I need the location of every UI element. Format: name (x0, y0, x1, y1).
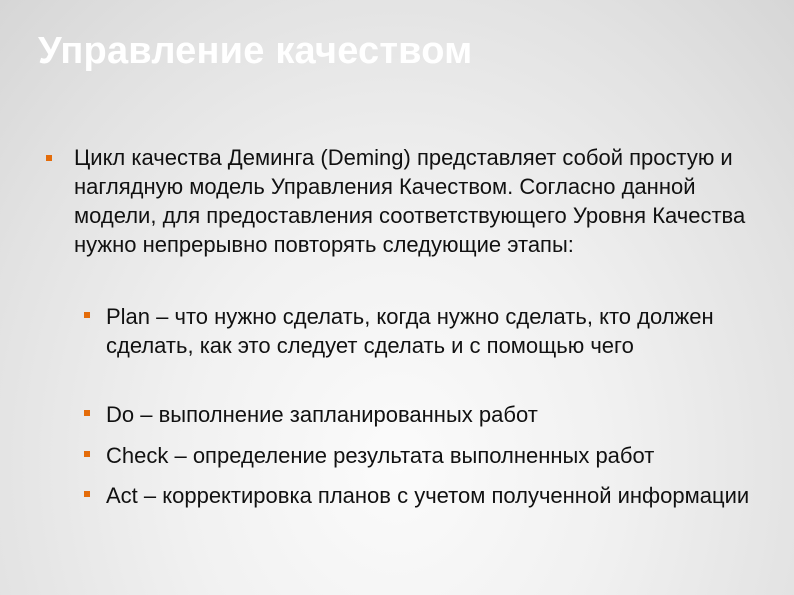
sub-bullet-do: Do – выполнение запланированных работ (106, 402, 538, 427)
sub-bullet-check: Check – определение результата выполненных работ (106, 443, 655, 468)
sub-bullet-marker (84, 410, 90, 416)
sub-bullet-plan: Plan – что нужно сделать, когда нужно сделать, кто должен сделать, как это следует сделать и с помощью чего (106, 304, 714, 358)
sub-bullet-marker (84, 312, 90, 318)
sub-bullet-act: Act – корректировка планов с учетом полученной информации (106, 483, 750, 508)
bullet-text: Цикл качества Деминга (Deming) представляет собой простую и наглядную модель Управления Качеством. Согласно данной модели, для предоставления соответствующего Уровня Качества нужно непрерывно повторять следующие этапы: (74, 145, 746, 257)
bullet-marker (46, 155, 52, 161)
sub-bullet-marker (84, 451, 90, 457)
sub-bullet-marker (84, 491, 90, 497)
slide-title: Управление качеством (38, 30, 473, 72)
